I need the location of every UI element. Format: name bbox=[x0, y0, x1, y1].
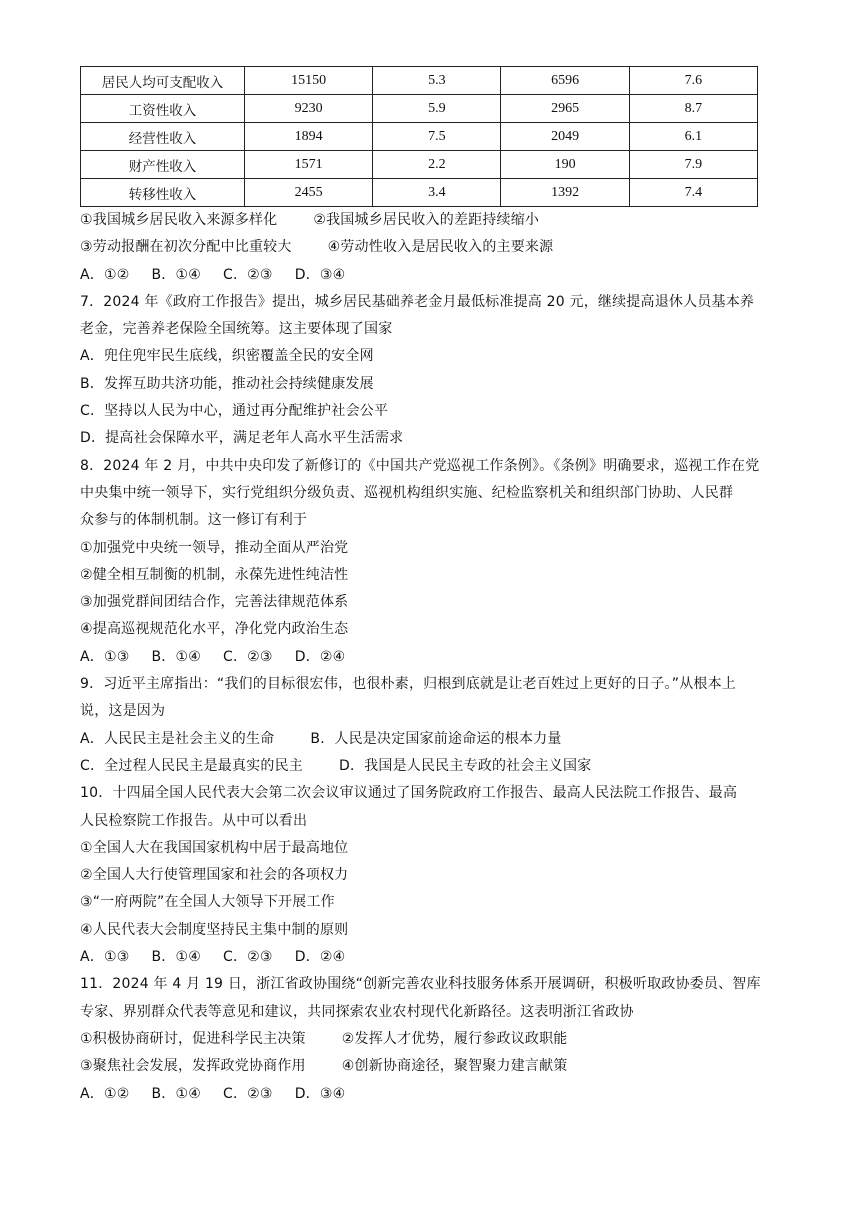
answer-option[interactable]: D．提高社会保障水平，满足老年人高水平生活需求 bbox=[80, 430, 404, 447]
statement: ①全国人大在我国国家机构中居于最高地位 bbox=[80, 839, 349, 856]
answer-option[interactable]: B．①④ bbox=[151, 648, 201, 665]
answer-option[interactable]: A．兜住兜牢民生底线，织密覆盖全民的安全网 bbox=[80, 348, 374, 365]
statement: ④创新协商途径，聚智聚力建言献策 bbox=[341, 1058, 568, 1075]
table-cell: 工资性收入 bbox=[81, 95, 245, 123]
answer-option[interactable]: B．发挥互助共济功能，推动社会持续健康发展 bbox=[80, 375, 374, 392]
statement: ①积极协商研讨，促进科学民主决策 bbox=[80, 1030, 306, 1047]
answer-option[interactable]: A．①② bbox=[80, 1085, 130, 1102]
question-stem: 老金，完善养老保险全国统筹。这主要体现了国家 bbox=[80, 321, 393, 338]
answer-option[interactable]: D．我国是人民民主专政的社会主义国家 bbox=[338, 757, 592, 774]
answer-option[interactable]: C．②③ bbox=[223, 949, 273, 966]
table-cell: 5.9 bbox=[373, 95, 501, 123]
answer-options bbox=[80, 726, 800, 753]
statement-line bbox=[80, 1053, 800, 1080]
table-cell: 1392 bbox=[501, 179, 629, 207]
table-row bbox=[81, 151, 758, 179]
table-cell: 2.2 bbox=[373, 151, 501, 179]
statement: ②我国城乡居民收入的差距持续缩小 bbox=[313, 212, 540, 228]
statement: ①加强党中央统一领导，推动全面从严治党 bbox=[80, 539, 349, 556]
answer-option[interactable]: D．②④ bbox=[294, 648, 346, 665]
question-stem: 中央集中统一领导下，实行党组织分级负责、巡视机构组织实施、纪检监察机关和组织部门协助、人民群 bbox=[80, 484, 734, 501]
table-cell: 7.4 bbox=[629, 179, 757, 207]
table-cell: 2965 bbox=[501, 95, 629, 123]
question-stem: 专家、界别群众代表等意见和建议，共同探索农业农村现代化新路径。这表明浙江省政协 bbox=[80, 1003, 634, 1020]
table-cell: 居民人均可支配收入 bbox=[81, 67, 245, 95]
statement-line bbox=[80, 234, 800, 261]
answer-option[interactable]: A．①③ bbox=[80, 648, 130, 665]
answer-option[interactable]: B．人民是决定国家前途命运的根本力量 bbox=[310, 730, 562, 747]
answer-options bbox=[80, 753, 800, 780]
answer-option[interactable]: B．①④ bbox=[151, 1085, 201, 1102]
table-cell: 7.6 bbox=[629, 67, 757, 95]
question-stem: 9．习近平主席指出：“我们的目标很宏伟，也很朴素，归根到底就是让老百姓过上更好的日子。”从根本上 bbox=[80, 676, 737, 693]
statement: ②全国人大行使管理国家和社会的各项权力 bbox=[80, 867, 349, 884]
question-stem: 人民检察院工作报告。从中可以看出 bbox=[80, 812, 308, 829]
answer-option[interactable]: A．①③ bbox=[80, 949, 130, 966]
table-cell: 1894 bbox=[244, 123, 372, 151]
table-cell: 3.4 bbox=[373, 179, 501, 207]
answer-option[interactable]: D．②④ bbox=[294, 949, 346, 966]
answer-options bbox=[80, 262, 800, 289]
answer-option[interactable]: C．②③ bbox=[223, 266, 273, 283]
question-stem: 说，这是因为 bbox=[80, 703, 166, 720]
table-cell: 9230 bbox=[244, 95, 372, 123]
table-cell: 6596 bbox=[501, 67, 629, 95]
table-cell: 1571 bbox=[244, 151, 372, 179]
table-row bbox=[81, 123, 758, 151]
table-cell: 2049 bbox=[501, 123, 629, 151]
table-cell: 7.5 bbox=[373, 123, 501, 151]
table-cell: 经营性收入 bbox=[81, 123, 245, 151]
statement-line bbox=[80, 1026, 800, 1053]
answer-option[interactable]: C．②③ bbox=[223, 648, 273, 665]
question-stem: 10．十四届全国人民代表大会第二次会议审议通过了国务院政府工作报告、最高人民法院工作报告、最高 bbox=[80, 785, 738, 802]
statement: ③加强党群间团结合作，完善法律规范体系 bbox=[80, 594, 349, 611]
answer-option[interactable]: B．①④ bbox=[151, 266, 201, 283]
answer-option[interactable]: C．坚持以人民为中心，通过再分配维护社会公平 bbox=[80, 403, 389, 420]
statement: ③聚焦社会发展，发挥政党协商作用 bbox=[80, 1058, 306, 1075]
table-cell: 190 bbox=[501, 151, 629, 179]
table-row bbox=[81, 95, 758, 123]
statement: ④人民代表大会制度坚持民主集中制的原则 bbox=[80, 921, 349, 938]
answer-option[interactable]: D．③④ bbox=[294, 1085, 346, 1102]
table-cell: 转移性收入 bbox=[81, 179, 245, 207]
table-cell: 15150 bbox=[244, 67, 372, 95]
answer-options bbox=[80, 644, 800, 671]
table-cell: 2455 bbox=[244, 179, 372, 207]
statement: ③“一府两院”在全国人大领导下开展工作 bbox=[80, 894, 335, 911]
answer-option[interactable]: C．②③ bbox=[223, 1085, 273, 1102]
answer-option[interactable]: C．全过程人民民主是最真实的民主 bbox=[80, 757, 303, 774]
income-table bbox=[80, 66, 758, 207]
answer-option[interactable]: B．①④ bbox=[151, 949, 201, 966]
statement: ②发挥人才优势，履行参政议政职能 bbox=[341, 1030, 568, 1047]
answer-option[interactable]: A．①② bbox=[80, 266, 130, 283]
statement: ②健全相互制衡的机制，永葆先进性纯洁性 bbox=[80, 566, 349, 583]
question-stem: 众参与的体制机制。这一修订有利于 bbox=[80, 512, 308, 529]
table-cell: 7.9 bbox=[629, 151, 757, 179]
answer-options bbox=[80, 1081, 800, 1108]
answer-option[interactable]: A．人民民主是社会主义的生命 bbox=[80, 730, 275, 747]
answer-options bbox=[80, 944, 800, 971]
answer-option[interactable]: D．③④ bbox=[294, 266, 346, 283]
question-stem: 7．2024 年《政府工作报告》提出，城乡居民基础养老金月最低标准提高 20 元，继续提高退休人员基本养 bbox=[80, 293, 755, 310]
table-cell: 8.7 bbox=[629, 95, 757, 123]
question-text bbox=[80, 207, 800, 1108]
table-cell: 5.3 bbox=[373, 67, 501, 95]
table-row bbox=[81, 179, 758, 207]
statement: ③劳动报酬在初次分配中比重较大 bbox=[80, 239, 292, 256]
table-cell: 6.1 bbox=[629, 123, 757, 151]
statement: ①我国城乡居民收入来源多样化 bbox=[80, 212, 278, 228]
question-stem: 11．2024 年 4 月 19 日，浙江省政协围绕“创新完善农业科技服务体系开展调研，积极听取政协委员、智库 bbox=[80, 976, 761, 993]
table-cell: 财产性收入 bbox=[81, 151, 245, 179]
statement-line bbox=[80, 207, 800, 234]
statement: ④劳动性收入是居民收入的主要来源 bbox=[327, 239, 554, 256]
question-stem: 8．2024 年 2 月，中共中央印发了新修订的《中国共产党巡视工作条例》。《条例》明确要求，巡视工作在党 bbox=[80, 457, 760, 474]
table-row bbox=[81, 67, 758, 95]
statement: ④提高巡视规范化水平，净化党内政治生态 bbox=[80, 621, 349, 638]
